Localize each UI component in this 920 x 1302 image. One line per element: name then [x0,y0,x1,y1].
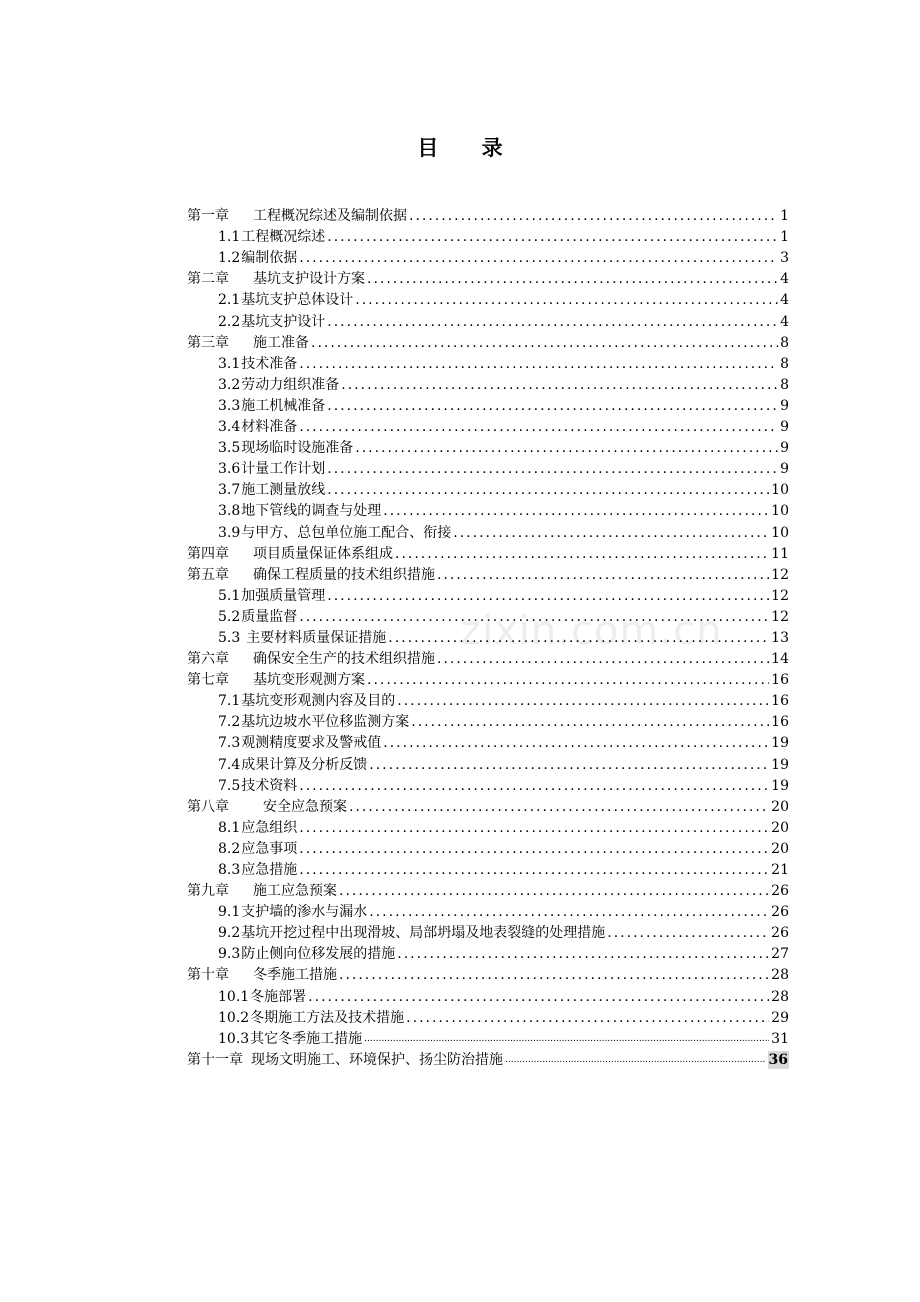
toc-dot-leader [341,376,778,394]
toc-entry-number: 3.6 [218,461,241,478]
toc-section-row[interactable] [187,605,789,626]
toc-entry-label: 编制依据 [241,250,298,267]
toc-dot-leader [437,566,769,584]
toc-page-number: 16 [771,714,789,731]
toc-section-row[interactable] [187,1027,789,1048]
toc-entry-label: 技术资料 [241,777,298,794]
toc-section-row[interactable] [187,246,789,267]
toc-section-row[interactable] [187,457,789,478]
toc-entry-number: 3.3 [218,397,241,414]
toc-page-number: 26 [771,904,789,921]
toc-entry-number: 9.3 [218,946,241,963]
toc-entry-number: 第八章 [187,798,229,815]
toc-entry-label: 确保工程质量的技术组织措施 [253,566,435,583]
toc-entry-number: 5.1 [218,587,241,604]
toc-section-row[interactable] [187,984,789,1005]
toc-page-number: 10 [771,482,789,499]
page-title: 目 录 [417,135,521,160]
toc-entry-number: 7.4 [218,756,241,773]
toc-entry-label: 基坑边坡水平位移监测方案 [241,714,410,731]
toc-entry-number: 3.5 [218,440,241,457]
toc-page-number: 16 [771,693,789,710]
toc-entry-number: 7.5 [218,777,241,794]
toc-entry-label: 确保安全生产的技术组织措施 [253,651,435,668]
toc-entry-number: 1.1 [218,229,241,246]
toc-dot-leader [299,840,769,858]
toc-page-number: 31 [771,1030,789,1047]
toc-section-row[interactable] [187,373,789,394]
toc-page-number: 8 [780,334,789,351]
toc-dot-leader [299,819,769,837]
toc-page-number: 12 [771,608,789,625]
toc-page-number: 29 [771,1009,789,1026]
toc-dot-leader [367,270,778,288]
toc-page-number: 36 [768,1051,788,1068]
toc-page-number: 19 [771,777,789,794]
table-of-contents [187,204,789,1069]
toc-page-number: 28 [771,988,789,1005]
toc-entry-label: 施工测量放线 [241,482,326,499]
toc-dot-leader [369,903,769,921]
toc-entry-label: 基坑变形观测方案 [253,672,365,689]
toc-entry-number: 第三章 [187,334,229,351]
toc-entry-label: 应急措施 [241,862,298,878]
toc-page-number: 26 [771,883,789,900]
toc-section-row[interactable] [187,942,789,963]
toc-section-row[interactable] [187,478,789,499]
toc-entry-label: 加强质量管理 [241,587,326,604]
toc-dot-leader [383,502,769,520]
toc-entry-label: 基坑支护设计方案 [253,271,365,288]
toc-section-row[interactable] [187,837,789,858]
toc-dot-leader [327,460,778,478]
toc-entry-number: 8.2 [218,840,241,857]
toc-page-number: 4 [780,313,789,330]
toc-dot-leader [437,650,769,668]
toc-dot-leader [299,608,769,626]
toc-entry-label: 支护墙的渗水与漏水 [241,904,368,921]
toc-section-row[interactable] [187,499,789,520]
toc-section-row[interactable] [187,1006,789,1027]
toc-entry-label: 工程概况综述 [241,229,326,246]
toc-entry-number: 3.4 [218,419,241,436]
toc-page-number: 27 [771,946,789,963]
toc-chapter-row[interactable] [187,204,789,225]
toc-page-number: 9 [780,440,789,457]
toc-chapter-row[interactable] [187,963,789,984]
toc-entry-label: 基坑变形观测内容及目的 [241,693,396,710]
toc-entry-number: 10.1 [218,988,250,1005]
toc-entry-number: 第十一章 [187,1051,243,1068]
toc-dot-leader [311,334,778,352]
toc-page-number: 9 [780,461,789,478]
toc-page-number: 8 [780,376,789,393]
toc-section-row[interactable] [187,752,789,773]
toc-entry-number: 7.2 [218,714,241,731]
toc-entry-label: 技术准备 [241,355,298,372]
toc-dot-leader [406,1009,769,1027]
toc-section-row[interactable] [187,858,789,879]
toc-entry-label: 计量工作计划 [241,461,326,478]
toc-section-row[interactable] [187,309,789,330]
toc-dot-leader [409,207,778,225]
toc-entry-number: 第二章 [187,271,229,288]
toc-chapter-row[interactable] [187,879,789,900]
toc-page-number: 1 [780,229,789,246]
toc-dot-leader [369,756,769,774]
toc-entry-label: 冬季施工措施 [253,967,337,984]
toc-entry-label: 现场文明施工、环境保护、扬尘防治措施 [251,1051,503,1068]
toc-dot-leader [327,587,769,605]
toc-entry-number: 7.1 [218,693,241,710]
toc-section-row[interactable] [187,436,789,457]
toc-page-number: 13 [771,629,789,646]
toc-dot-leader [327,481,769,499]
toc-chapter-row[interactable] [187,1048,789,1069]
toc-entry-label: 材料准备 [241,419,298,436]
toc-dot-leader [367,671,769,689]
toc-entry-number: 3.2 [218,376,241,393]
toc-page-number: 12 [771,566,789,583]
toc-dot-leader [355,291,778,309]
toc-entry-label: 现场临时设施准备 [241,440,354,457]
toc-dot-leader [339,882,769,900]
toc-entry-label: 防止侧向位移发展的措施 [241,946,396,963]
toc-page-number: 10 [771,524,789,541]
toc-dot-leader [299,355,778,373]
toc-entry-label: 应急组织 [241,819,298,836]
toc-dot-leader [411,713,769,731]
toc-page-number: 4 [780,271,789,288]
toc-entry-label: 基坑支护设计 [241,313,326,330]
toc-dot-leader [395,545,769,563]
toc-entry-label: 施工应急预案 [253,883,337,900]
toc-dot-leader [355,439,778,457]
toc-page-number: 9 [780,397,789,414]
toc-entry-number: 3.9 [218,524,241,541]
toc-dot-leader [308,988,769,1006]
toc-section-row[interactable] [187,816,789,837]
toc-entry-label: 基坑开挖过程中出现滑坡、局部坍塌及地表裂缝的处理措施 [241,925,606,942]
toc-chapter-row[interactable] [187,542,789,563]
toc-entry-number: 9.2 [218,925,241,942]
toc-section-row[interactable] [187,710,789,731]
toc-entry-number: 9.1 [218,904,241,921]
toc-section-row[interactable] [187,394,789,415]
toc-section-row[interactable] [187,626,789,647]
toc-entry-number: 10.2 [218,1009,250,1026]
toc-page-number: 19 [771,735,789,752]
toc-entry-number: 第六章 [187,651,229,668]
toc-entry-label: 主要材料质量保证措施 [246,629,387,646]
toc-dot-leader [505,1051,766,1069]
toc-entry-label: 成果计算及分析反馈 [241,756,368,773]
toc-entry-label: 基坑支护总体设计 [241,292,354,309]
toc-entry-label: 工程概况综述及编制依据 [253,208,407,225]
toc-chapter-row[interactable] [187,267,789,288]
toc-entry-number: 第十章 [187,967,229,984]
toc-entry-number: 10.3 [218,1030,250,1047]
toc-dot-leader [299,861,769,879]
toc-section-row[interactable] [187,584,789,605]
toc-page-number: 28 [771,967,789,984]
toc-section-row[interactable] [187,352,789,373]
toc-entry-label: 施工准备 [253,334,309,351]
toc-entry-number: 3.8 [218,503,241,520]
toc-entry-label: 项目质量保证体系组成 [253,545,393,562]
toc-dot-leader [299,418,778,436]
toc-section-row[interactable] [187,225,789,246]
toc-dot-leader [327,397,778,415]
toc-entry-label: 其它冬季施工措施 [250,1030,363,1047]
toc-entry-number: 2.2 [218,313,241,330]
toc-entry-number: 3.1 [218,355,241,372]
toc-entry-label: 与甲方、总包单位施工配合、衔接 [241,524,452,541]
toc-chapter-row[interactable] [187,668,789,689]
toc-entry-number: 2.1 [218,292,241,309]
toc-page-number: 4 [780,292,789,309]
toc-section-row[interactable] [187,921,789,942]
toc-entry-label: 质量监督 [241,608,298,625]
toc-entry-number: 1.2 [218,250,241,267]
toc-dot-leader [327,228,778,246]
toc-page-number: 8 [780,355,789,372]
toc-dot-leader [453,524,769,542]
toc-dot-leader [299,777,769,795]
toc-entry-label: 观测精度要求及警戒值 [241,735,382,752]
toc-dot-leader [388,629,769,647]
toc-page-number: 20 [771,819,789,836]
toc-chapter-row[interactable] [187,795,789,816]
toc-page-number: 20 [771,798,789,815]
toc-section-row[interactable] [187,288,789,309]
toc-entry-number: 7.3 [218,735,241,752]
toc-entry-label: 地下管线的调查与处理 [241,503,382,520]
toc-entry-number: 第九章 [187,883,229,900]
toc-dot-leader [607,924,769,942]
toc-section-row[interactable] [187,415,789,436]
toc-entry-label: 施工机械准备 [241,397,326,414]
toc-page-number: 11 [771,545,789,562]
toc-entry-label: 安全应急预案 [263,798,347,815]
toc-page-number: 10 [771,503,789,520]
toc-dot-leader [364,1030,769,1048]
toc-page-number: 21 [771,862,789,878]
toc-entry-label: 冬施部署 [250,988,307,1005]
toc-entry-number: 第五章 [187,566,229,583]
toc-page-number: 1 [780,208,789,225]
toc-section-row[interactable] [187,689,789,710]
toc-page-number: 19 [771,756,789,773]
toc-page-number: 20 [771,840,789,857]
toc-entry-number: 第四章 [187,545,229,562]
toc-entry-number: 第一章 [187,208,229,225]
toc-entry-number: 8.3 [218,862,241,878]
toc-section-row[interactable] [187,731,789,752]
toc-entry-number: 3.7 [218,482,241,499]
toc-page-number: 9 [780,419,789,436]
toc-section-row[interactable] [187,774,789,795]
toc-section-row[interactable] [187,520,789,541]
toc-dot-leader [349,798,769,816]
toc-entry-number: 5.2 [218,608,241,625]
toc-section-row[interactable] [187,900,789,921]
toc-entry-label: 应急事项 [241,840,298,857]
toc-chapter-row[interactable] [187,563,789,584]
toc-dot-leader [397,945,769,963]
toc-page-number: 3 [780,250,789,267]
toc-dot-leader [327,313,778,331]
toc-dot-leader [339,966,769,984]
toc-entry-label: 冬期施工方法及技术措施 [250,1009,405,1026]
toc-page-number: 26 [771,925,789,942]
toc-entry-number: 8.1 [218,819,241,836]
toc-entry-label: 劳动力组织准备 [241,376,340,393]
toc-dot-leader [397,692,769,710]
toc-page-number: 16 [771,672,789,689]
toc-entry-number: 第七章 [187,672,229,689]
toc-chapter-row[interactable] [187,331,789,352]
watermark-text: zixin.com.cn [460,608,723,654]
toc-page-number: 12 [771,587,789,604]
toc-dot-leader [383,734,769,752]
toc-chapter-row[interactable] [187,647,789,668]
toc-page-number: 14 [771,651,789,668]
toc-entry-number: 5.3 [218,629,241,646]
toc-dot-leader [299,249,778,267]
